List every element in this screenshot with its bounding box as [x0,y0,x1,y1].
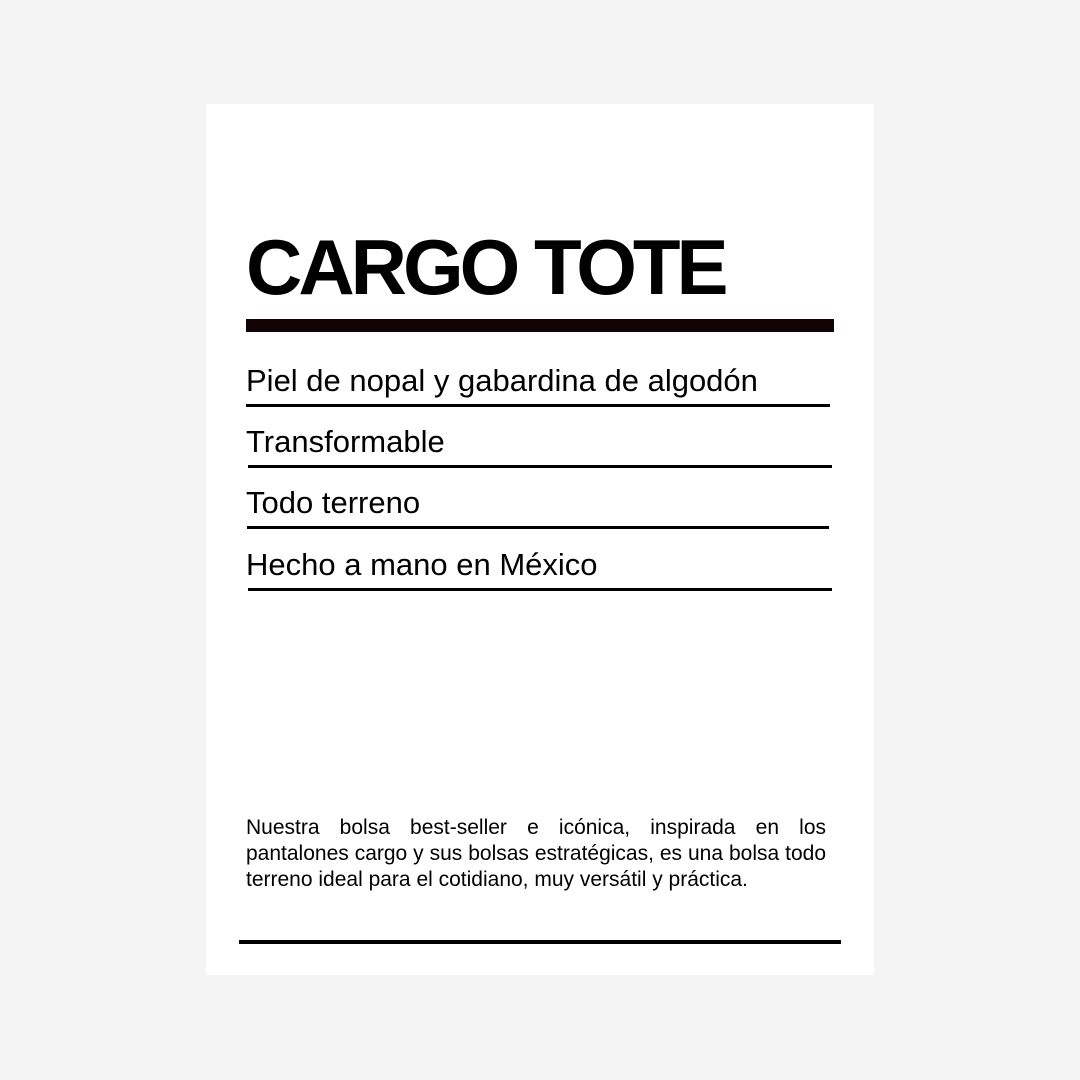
feature-label: Todo terreno [246,485,421,520]
product-title: CARGO TOTE [246,223,725,311]
title-divider [246,319,834,332]
feature-label: Transformable [246,424,445,459]
bottom-divider [239,940,841,944]
feature-label: Hecho a mano en México [246,547,598,582]
feature-divider [248,588,832,591]
feature-divider [247,526,829,529]
product-description: Nuestra bolsa best-seller e icónica, inspirada en los pantalones cargo y sus bolsas estratégicas, es una bolsa todo terreno ideal para el cotidiano, muy versátil y práctica. [246,816,826,891]
feature-item [246,483,831,539]
feature-divider [248,465,832,468]
feature-item [246,422,831,478]
feature-divider [246,404,830,407]
feature-item [246,361,831,417]
feature-item [246,545,831,601]
feature-label: Piel de nopal y gabardina de algodón [246,363,758,398]
product-card [206,104,874,975]
